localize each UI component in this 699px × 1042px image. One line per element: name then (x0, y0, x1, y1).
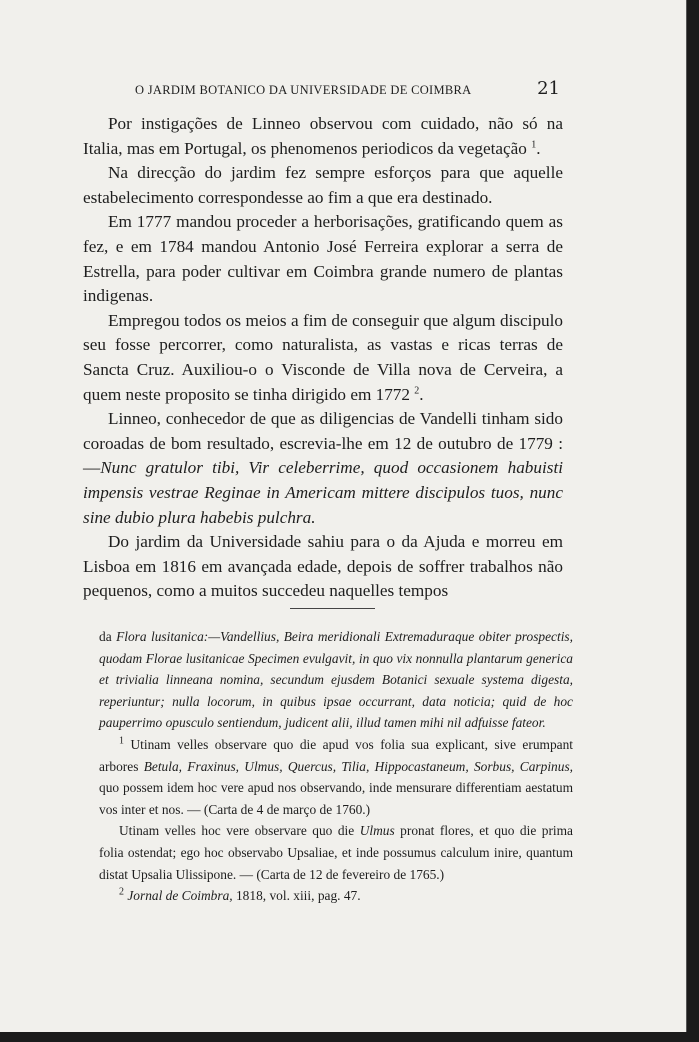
paragraph: Na direcção do jardim fez sempre esforços para que aquelle estabelecimento correspondesse ao fim a que era destinado. (83, 163, 563, 207)
running-head: O JARDIM BOTANICO DA UNIVERSIDADE DE COIMBRA (135, 83, 472, 97)
footnote-continuation: da Flora lusitanica:—Vandellius, Beira meridionali Extremaduraque obiter prospectis, quodam Florae lusitanicae Specimen evulgavit, in quo vix nonnulla plantarum generica et trivialia linneana nomina, secundum ejusdem Botanici sexuale systema digesta, reperiuntur; nulla locorum, in quibus ipsae occurrant, data noticia; quid de hoc pauperrimo opusculo sentiendum, judicent alii, illud tamen mihi nil adfuisse fateor. (99, 629, 573, 731)
footnote-ref: 2 (414, 384, 420, 396)
page-number: 21 (537, 78, 560, 99)
paragraph: Linneo, conhecedor de que as diligencias de Vandelli tinham sido coroadas de bom resultado, escrevia-lhe em 12 de outubro de 1779 : —Nunc gratulor tibi, Vir celeberrime, quod occasionem habuisti impensis vestrae Reginae in Americam mittere discipulos tuos, nunc sine dubio plura habebis pulchra. (83, 409, 563, 527)
paragraph: Empregou todos os meios a fim de conseguir que algum discipulo seu fosse percorrer, como naturalista, as vastas e ricas terras de Sancta Cruz. Auxiliou-o o Visconde de Villa nova de Cerveira, a quem neste proposito se tinha dirigido em 1772 $^2$. (83, 310, 563, 404)
footnote-mark: 2 (119, 886, 124, 898)
paragraph: Do jardim da Universidade sahiu para o da Ajuda e morreu em Lisboa em 1816 em avançada edade, depois de soffrer trabalhos não pequenos, como a muitos succedeu naquelles tempos (83, 532, 563, 601)
paragraph: Em 1777 mandou proceder a herborisações, gratificando quem as fez, e em 1784 mandou Antonio José Ferreira explorar a serra de Estrella, para poder cultivar em Coimbra grande numero de plantas indigenas. (83, 212, 563, 306)
footnotes (99, 626, 573, 907)
paragraph: Por instigações de Linneo observou com cuidado, não só na Italia, mas em Portugal, os phenomenos periodicos da vegetação $^1$. (83, 114, 563, 158)
page-header (135, 78, 560, 99)
footnote-2: $^2$ Jornal de Coimbra, 1818, vol. xiii, pag. 47. (119, 886, 361, 904)
footnote-divider (290, 608, 375, 609)
main-text (83, 112, 563, 604)
footnote-1: $^1$ Utinam velles observare quo die apud vos folia sua explicant, sive erumpant arbores Betula, Fraxinus, Ulmus, Quercus, Tilia, Hippocastaneum, Sorbus, Carpinus, quo possem idem hoc vere apud nos observando, inde mensurare differentiam aestatum vos inter et nos. — (Carta de 4 de março de 1760.) (99, 735, 573, 817)
footnote-1-continued: Utinam velles hoc vere observare quo die Ulmus pronat flores, et quo die prima folia ostendat; ego hoc observabo Upsaliae, et inde possumus calculum inire, quantum distat Upsalia Ulissipone. — (Carta de 12 de fevereiro de 1765.) (99, 823, 573, 882)
footnote-mark: 1 (119, 735, 124, 747)
linnaeus-quote: Nunc gratulor tibi, Vir celeberrime, quod occasionem habuisti impensis vestrae Reginae in Americam mittere discipulos tuos, nunc sine dubio plura habebis pulchra. (83, 458, 563, 527)
footnote-ref: 1 (531, 138, 537, 150)
